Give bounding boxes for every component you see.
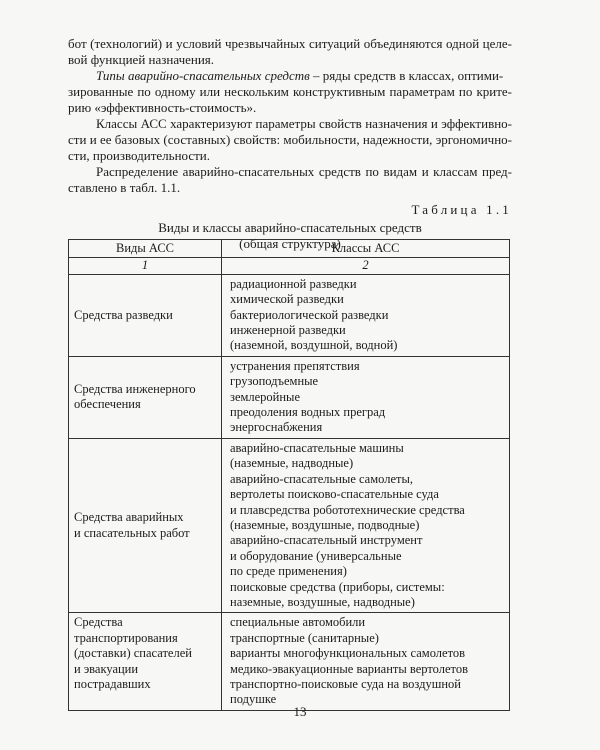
classes-cell [222,613,510,710]
text-line: сти и ее базовых (составных) свойств: мобильности, надежности, эргономично- [68,132,512,147]
class-item: энергоснабжения [230,420,323,435]
caption-line: (общая структура) [239,236,341,251]
caption-line: Виды и классы аварийно-спасательных средств [158,220,422,235]
kind-text: Средства аварийных [74,510,184,525]
asc-table [68,239,510,711]
table-header-row [69,240,510,258]
text-line: вой функцией назначения. [68,52,215,67]
kind-text: обеспечения [74,397,141,412]
page-number: 13 [293,704,307,719]
kind-text: Средства разведки [74,307,173,322]
column-number-row [69,258,510,274]
class-item: и оборудование (универсальные [230,548,402,563]
kind-text: транспортирования [74,630,178,645]
definition-text: – ряды средств в классах, оптими- [309,68,504,83]
class-item: химической разведки [230,292,344,307]
class-item: специальные автомобили [230,615,366,630]
header-classes: Классы АСС [222,240,510,258]
class-item: транспортные (санитарные) [230,630,379,645]
class-item: (наземные, воздушные, подводные) [230,517,420,532]
table-row [69,274,510,356]
class-item: грузоподъемные [230,374,319,389]
class-item: вертолеты поисково-спасательные суда [230,487,439,502]
kind-text: Средства инженерного [74,381,196,396]
kind-cell [69,613,222,710]
text-line: Классы АСС характеризуют параметры свойств назначения и эффективно- [96,116,512,131]
definition-term: Типы аварийно-спасательных средств [96,68,310,83]
class-item: поисковые средства (приборы, системы: [230,579,445,594]
class-item: транспортно-поисковые суда на воздушной [230,676,461,691]
text-line: зированные по одному или нескольким конструктивным параметрам по крите- [68,84,512,99]
kind-cell [69,438,222,612]
class-item: (наземной, воздушной, водной) [230,338,398,353]
class-item: аварийно-спасательные машины [230,440,404,455]
class-item: подушке [230,692,277,707]
class-item: и плавсредства робототехнические средства [230,502,465,517]
class-item: аварийно-спасательные самолеты, [230,471,414,486]
classes-paragraph [68,116,512,164]
text-line: рию «эффективность-стоимость». [68,100,257,115]
text-line: ставлено в табл. 1.1. [68,180,181,195]
kind-text: (доставки) спасателей [74,646,192,661]
distribution-paragraph [68,164,512,196]
header-kinds: Виды АСС [69,240,222,258]
class-item: инженерной разведки [230,323,346,338]
class-item: преодоления водных преград [230,405,386,420]
kind-cell [69,356,222,438]
class-item: бактериологической разведки [230,307,389,322]
kind-cell [69,274,222,356]
classes-cell [222,438,510,612]
class-item: варианты многофункциональных самолетов [230,646,466,661]
table-label: Таблица 1.1 [411,202,512,217]
class-item: аварийно-спасательный инструмент [230,533,423,548]
column-number: 2 [222,258,510,274]
intro-paragraph [68,36,512,68]
kind-text: и эвакуации [74,661,139,676]
class-item: землеройные [230,389,301,404]
text-line: сти, производительности. [68,148,211,163]
class-item: (наземные, надводные) [230,456,354,471]
table-row [69,613,510,710]
class-item: устранения препятствия [230,358,360,373]
kind-text: и спасательных работ [74,525,190,540]
classes-cell [222,356,510,438]
text-line: Распределение аварийно-спасательных средств по видам и классам пред- [96,164,512,179]
text-line: бот (технологий) и условий чрезвычайных ситуаций объединяются одной целе- [68,36,512,51]
kind-text: Средства [74,615,123,630]
class-item: радиационной разведки [230,276,357,291]
class-item: по среде применения) [230,564,347,579]
classes-cell [222,274,510,356]
column-number: 1 [69,258,222,274]
table-row [69,356,510,438]
class-item: наземные, воздушные, надводные) [230,594,415,609]
page-body [68,36,512,252]
kind-text: пострадавших [74,676,151,691]
class-item: медико-эвакуационные варианты вертолетов [230,661,468,676]
definition-paragraph [68,68,512,116]
table-row [69,438,510,612]
